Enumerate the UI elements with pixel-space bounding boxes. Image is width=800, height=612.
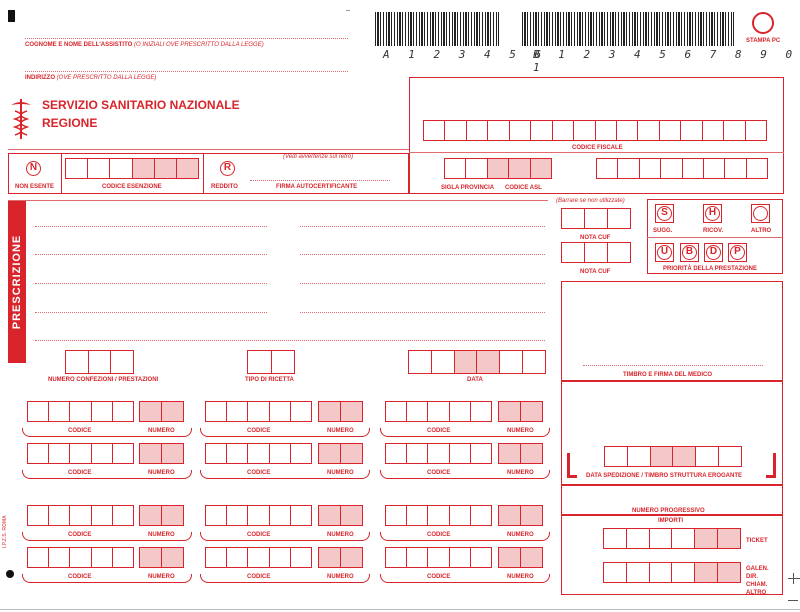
codice-label: CODICE (247, 574, 271, 580)
codice-esenzione-label: CODICE ESENZIONE (102, 184, 162, 190)
codice-cells[interactable] (205, 505, 312, 526)
codice-label: CODICE (68, 428, 92, 434)
numero-label: NUMERO (327, 470, 354, 476)
codice-cells[interactable] (385, 547, 492, 568)
barcode-a (375, 12, 499, 46)
stampa-pc-label: STAMPA PC (746, 38, 781, 44)
codice-label: CODICE (427, 532, 451, 538)
crosshair-mark (788, 600, 798, 601)
numero-cells[interactable] (318, 443, 363, 464)
codice-asl-label: CODICE ASL (505, 185, 542, 191)
codice-esenzione-cells[interactable] (65, 158, 199, 179)
numero-label: NUMERO (327, 428, 354, 434)
patient-name-label: COGNOME E NOME DELL'ASSISTITO (O INIZIALI OVE PRESCRITTO DALLA LEGGE) (25, 42, 264, 48)
codice-cells[interactable] (27, 505, 134, 526)
codice-label: CODICE (68, 574, 92, 580)
firma-label: FIRMA AUTOCERTIFICANTE (276, 184, 358, 190)
crosshair-mark (793, 573, 794, 584)
non-esente-label: NON ESENTE (15, 184, 55, 190)
registration-dot (6, 570, 14, 578)
altro-circle-icon (753, 206, 768, 221)
codice-label: CODICE (427, 574, 451, 580)
codice-cells[interactable] (205, 443, 312, 464)
header-title: SERVIZIO SANITARIO NAZIONALE (42, 98, 240, 112)
data-cells[interactable] (408, 350, 546, 374)
importi-label: IMPORTI (658, 518, 683, 524)
priority-d-icon: D (706, 245, 721, 260)
registration-mark (346, 10, 350, 11)
sigla-asl-cells[interactable] (444, 158, 552, 179)
codice-label: CODICE (68, 470, 92, 476)
barcode-b-number: B 1 2 3 4 5 6 7 8 9 0 1 (533, 48, 799, 74)
numero-cells[interactable] (139, 547, 184, 568)
numero-label: NUMERO (327, 532, 354, 538)
stampa-pc-circle[interactable] (752, 12, 774, 34)
codice-fiscale-cells[interactable] (423, 120, 767, 141)
numero-cells[interactable] (139, 505, 184, 526)
address-label: INDIRIZZO (OVE PRESCRITTO DALLA LEGGE) (25, 75, 157, 81)
numero-label: NUMERO (507, 574, 534, 580)
numero-progressivo-label: NUMERO PROGRESSIVO (632, 508, 705, 514)
ipzs-printer-mark: I.P.Z.S. ROMA (2, 515, 8, 548)
reddito-r-icon[interactable]: R (220, 161, 235, 176)
ricov-label: RICOV. (703, 228, 724, 234)
codice-cells[interactable] (27, 443, 134, 464)
tipo-ricetta-label: TIPO DI RICETTA (245, 377, 294, 383)
codice-label: CODICE (247, 428, 271, 434)
numero-cells[interactable] (498, 401, 543, 422)
codice-label: CODICE (427, 428, 451, 434)
numero-cells[interactable] (318, 547, 363, 568)
crosshair-mark (788, 578, 800, 579)
reddito-label: REDDITO (211, 184, 238, 190)
numero-cells[interactable] (139, 443, 184, 464)
numero-label: NUMERO (148, 574, 175, 580)
barcode-b (522, 12, 734, 46)
numero-cells[interactable] (318, 401, 363, 422)
codice-cells[interactable] (205, 547, 312, 568)
avvertenze-note: (Vedi avvertenze sul retro) (283, 154, 354, 160)
caduceus-logo (9, 97, 33, 141)
sugg-label: SUGG. (653, 228, 673, 234)
extra-code-cells[interactable] (596, 158, 768, 179)
numero-cells[interactable] (139, 401, 184, 422)
numero-label: NUMERO (327, 574, 354, 580)
codice-cells[interactable] (27, 401, 134, 422)
nota-cuf-1-label: NOTA CUF (580, 235, 611, 241)
sugg-s-icon: S (657, 206, 672, 221)
codice-fiscale-label: CODICE FISCALE (572, 145, 623, 151)
nota-cuf-2-label: NOTA CUF (580, 269, 611, 275)
priority-b-icon: B (682, 245, 697, 260)
codice-cells[interactable] (385, 443, 492, 464)
numero-label: NUMERO (507, 428, 534, 434)
numero-cells[interactable] (498, 505, 543, 526)
ticket-cells[interactable] (603, 528, 741, 549)
data-label: DATA (467, 377, 483, 383)
priority-label: PRIORITÀ DELLA PRESTAZIONE (663, 266, 758, 272)
codice-cells[interactable] (205, 401, 312, 422)
numero-label: NUMERO (507, 532, 534, 538)
galen-cells[interactable] (603, 562, 741, 583)
numero-confezioni-label: NUMERO CONFEZIONI / PRESTAZIONI (48, 377, 159, 383)
codice-label: CODICE (68, 532, 92, 538)
altro-label: ALTRO (751, 228, 772, 234)
ricov-h-icon: H (705, 206, 720, 221)
timbro-medico-box[interactable] (561, 281, 783, 381)
header-subtitle: REGIONE (42, 116, 98, 130)
prescrizione-band: PRESCRIZIONE (8, 201, 26, 363)
spedizione-box (561, 381, 783, 485)
numero-label: NUMERO (148, 428, 175, 434)
numero-cells[interactable] (498, 547, 543, 568)
numero-label: NUMERO (148, 532, 175, 538)
non-esente-n-icon[interactable]: N (26, 161, 41, 176)
nota-cuf-2-cells[interactable] (561, 242, 631, 263)
numero-label: NUMERO (507, 470, 534, 476)
codice-label: CODICE (247, 470, 271, 476)
bottom-edge (0, 609, 800, 610)
data-spedizione-label: DATA SPEDIZIONE / TIMBRO STRUTTURA EROGANTE (586, 473, 742, 479)
galen-label: GALEN. DIR. CHIAM. ALTRO (746, 566, 769, 596)
numero-cells[interactable] (498, 443, 543, 464)
timbro-medico-label: TIMBRO E FIRMA DEL MEDICO (623, 372, 712, 378)
codice-label: CODICE (247, 532, 271, 538)
codice-label: CODICE (427, 470, 451, 476)
sigla-provincia-label: SIGLA PROVINCIA (441, 185, 495, 191)
tipo-ricetta-cells[interactable] (247, 350, 295, 374)
codice-cells[interactable] (27, 547, 134, 568)
numero-confezioni-cells[interactable] (65, 350, 134, 374)
codice-cells[interactable] (385, 505, 492, 526)
ticket-label: TICKET (746, 538, 768, 544)
codice-cells[interactable] (385, 401, 492, 422)
priority-p-icon: P (730, 245, 745, 260)
registration-mark (8, 10, 15, 22)
priority-u-icon: U (657, 245, 672, 260)
numero-label: NUMERO (148, 470, 175, 476)
numero-cells[interactable] (318, 505, 363, 526)
barcode-a-number: A 1 2 3 4 5 6 (383, 48, 548, 61)
data-spedizione-cells[interactable] (604, 446, 742, 467)
nota-cuf-1-cells[interactable] (561, 208, 631, 229)
barrare-note: (Barrare se non utilizzate) (556, 198, 625, 204)
